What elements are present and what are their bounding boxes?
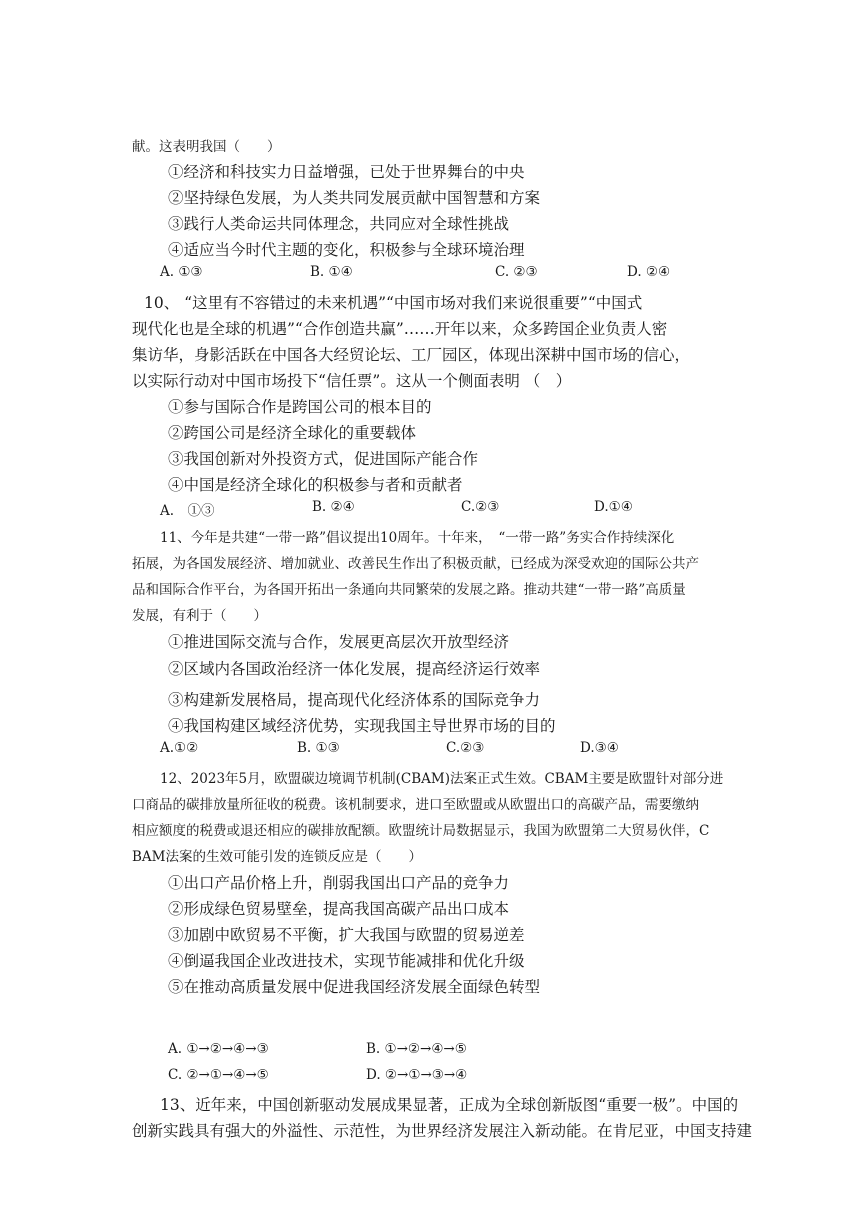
q12-item-4: ④倒逼我国企业改进技术，实现节能减排和优化升级 <box>168 952 525 970</box>
q12-option-d[interactable]: D. ②→①→③→④ <box>366 1067 468 1083</box>
q11-option-b[interactable]: B. ①③ <box>297 740 340 756</box>
q12-stem-line-3: 相应额度的税费或退还相应的碳排放配额。欧盟统计局数据显示，我国为欧盟第二大贸易伙伴，C <box>132 823 710 839</box>
q11-stem-line-2: 拓展，为各国发展经济、增加就业、改善民生作出了积极贡献，已经成为深受欢迎的国际公共产 <box>132 556 699 572</box>
q10-item-1: ①参与国际合作是跨国公司的根本目的 <box>168 398 432 416</box>
q11-stem-line-1: 11、今年是共建“一带一路”倡议提出10周年。十年来， “一带一路”务实合作持续深化 <box>160 530 675 546</box>
q9-item-1: ①经济和科技实力日益增强，已处于世界舞台的中央 <box>168 163 525 181</box>
q12-item-3: ③加剧中欧贸易不平衡，扩大我国与欧盟的贸易逆差 <box>168 926 525 944</box>
q11-option-c[interactable]: C.②③ <box>446 740 485 756</box>
q10-stem-line-3: 集访华，身影活跃在中国各大经贸论坛、工厂园区，体现出深耕中国市场的信心， <box>132 346 691 364</box>
q10-item-3: ③我国创新对外投资方式，促进国际产能合作 <box>168 450 479 468</box>
q10-item-2: ②跨国公司是经济全球化的重要载体 <box>168 424 417 442</box>
q12-item-1: ①出口产品价格上升，削弱我国出口产品的竞争力 <box>168 874 510 892</box>
q11-item-1: ①推进国际交流与合作，发展更高层次开放型经济 <box>168 633 510 651</box>
q9-item-4: ④适应当今时代主题的变化，积极参与全球环境治理 <box>168 241 525 259</box>
q10-item-4: ④中国是经济全球化的积极参与者和贡献者 <box>168 476 463 494</box>
q11-item-2: ②区域内各国政治经济一体化发展，提高经济运行效率 <box>168 660 541 678</box>
q12-stem-line-4: BAM法案的生效可能引发的连锁反应是（ ） <box>132 849 422 865</box>
q13-stem-line-1: 13、近年来，中国创新驱动发展成果显著，正成为全球创新版图“重要一极”。中国的 <box>160 1096 739 1114</box>
q10-option-a[interactable]: A. ①③ <box>160 503 215 519</box>
q9-item-2: ②坚持绿色发展，为人类共同发展贡献中国智慧和方案 <box>168 189 541 207</box>
q9-option-a[interactable]: A. ①③ <box>160 264 203 280</box>
q11-item-3: ③构建新发展格局，提高现代化经济体系的国际竞争力 <box>168 691 541 709</box>
q9-option-d[interactable]: D. ②④ <box>627 264 671 280</box>
q12-item-2: ②形成绿色贸易壁垒，提高我国高碳产品出口成本 <box>168 900 510 918</box>
q10-option-c[interactable]: C.②③ <box>461 499 500 515</box>
q9-item-3: ③践行人类命运共同体理念，共同应对全球性挑战 <box>168 215 510 233</box>
q9-option-b[interactable]: B. ①④ <box>310 264 353 280</box>
q11-stem-line-3: 品和国际合作平台，为各国开拓出一条通向共同繁荣的发展之路。推动共建“一带一路”高质量 <box>132 582 686 598</box>
q10-option-b[interactable]: B. ②④ <box>312 499 355 515</box>
q10-stem-line-4: 以实际行动对中国市场投下“信任票”。这从一个侧面表明 （ ） <box>132 372 572 390</box>
q9-stem-end: 献。这表明我国（ ） <box>132 139 281 155</box>
q12-option-a[interactable]: A. ①→②→④→③ <box>168 1041 269 1057</box>
q11-stem-line-4: 发展，有利于（ ） <box>132 608 267 624</box>
q13-stem-line-2: 创新实践具有强大的外溢性、示范性，为世界经济发展注入新动能。在肯尼亚，中国支持建 <box>132 1122 753 1140</box>
q11-option-a[interactable]: A.①② <box>160 740 199 756</box>
q12-option-c[interactable]: C. ②→①→④→⑤ <box>168 1067 269 1083</box>
q11-item-4: ④我国构建区域经济优势，实现我国主导世界市场的目的 <box>168 717 556 735</box>
q10-stem-line-2: 现代化也是全球的机遇”“合作创造共赢”……开年以来，众多跨国企业负责人密 <box>132 320 668 338</box>
q12-option-b[interactable]: B. ①→②→④→⑤ <box>366 1041 467 1057</box>
q11-option-d[interactable]: D.③④ <box>580 740 619 756</box>
q9-option-c[interactable]: C. ②③ <box>495 264 538 280</box>
q10-option-d[interactable]: D.①④ <box>594 499 633 515</box>
q10-stem-line-1: 10、 “这里有不容错过的未来机遇”“中国市场对我们来说很重要”“中国式 <box>144 294 643 312</box>
q12-stem-line-2: 口商品的碳排放量所征收的税费。该机制要求，进口至欧盟或从欧盟出口的高碳产品，需要缴纳 <box>132 797 699 813</box>
q12-item-5: ⑤在推动高质量发展中促进我国经济发展全面绿色转型 <box>168 978 541 996</box>
q12-stem-line-1: 12、2023年5月，欧盟碳边境调节机制(CBAM)法案正式生效。CBAM主要是欧盟针对部分进 <box>160 771 724 787</box>
